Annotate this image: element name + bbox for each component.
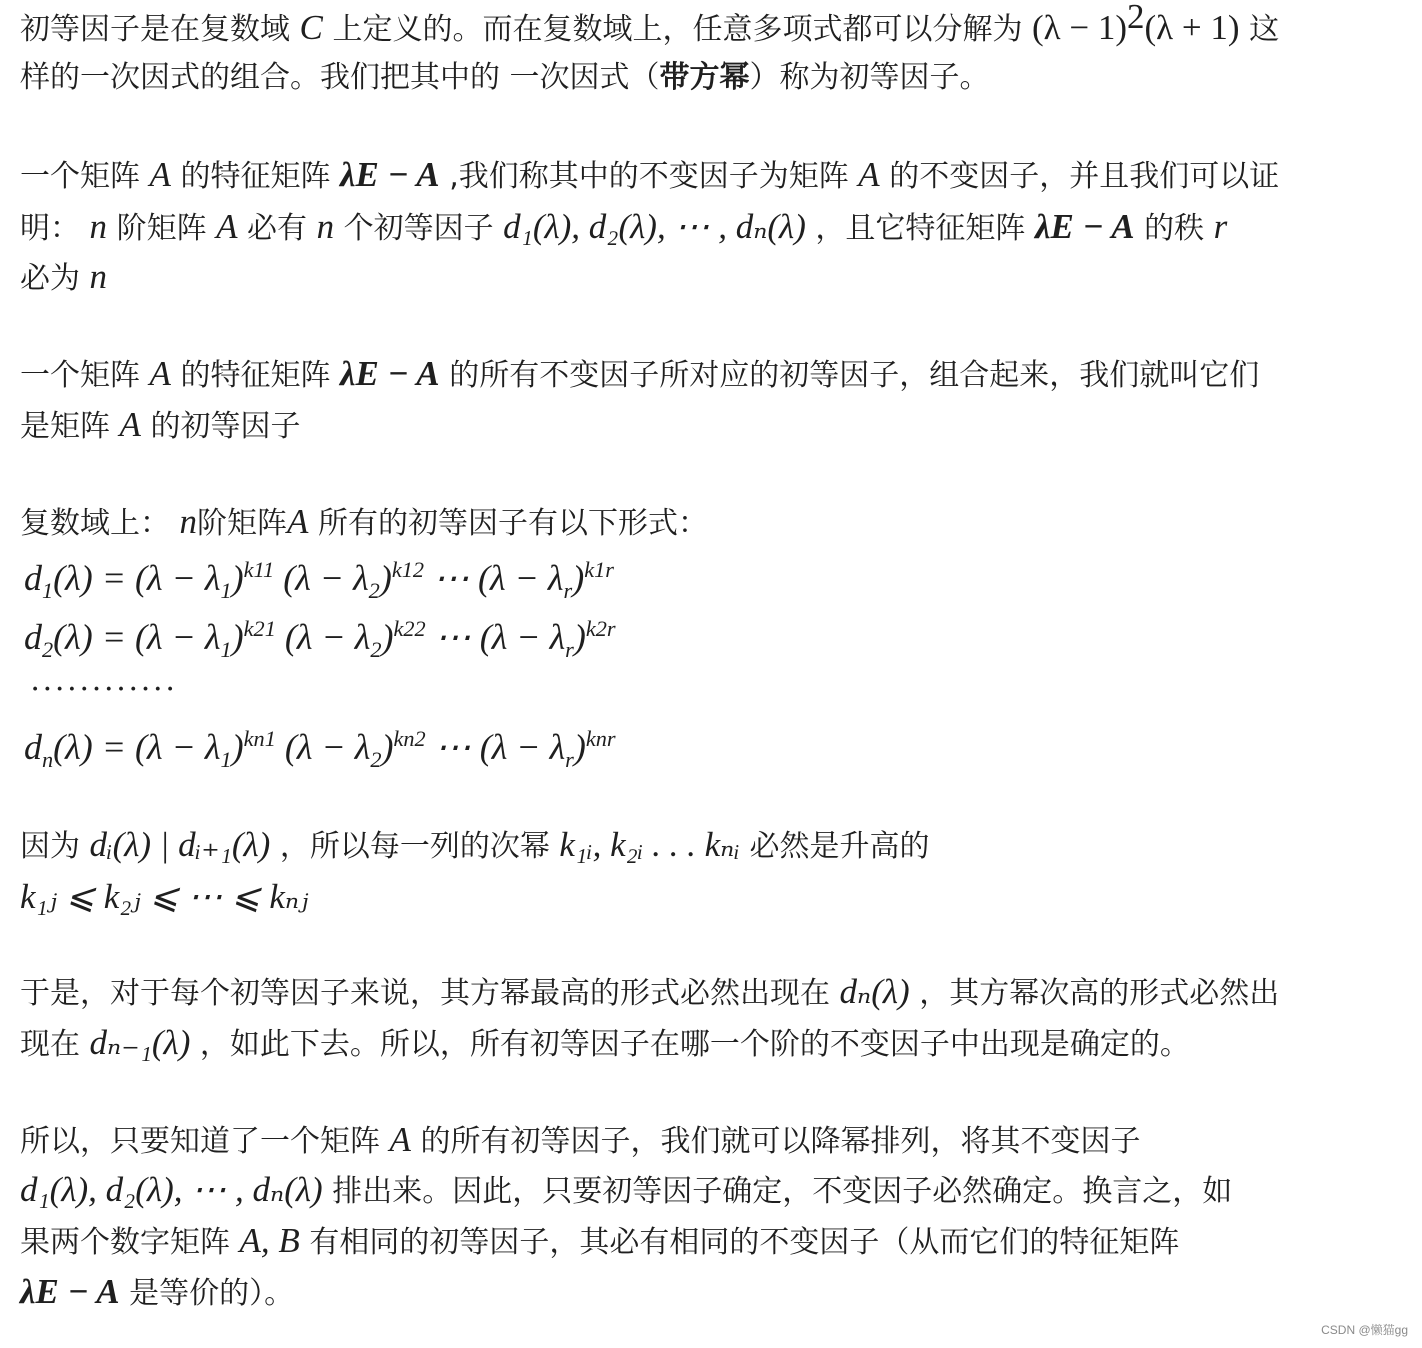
eq-text: d xyxy=(24,727,42,767)
p4-line-1 xyxy=(20,502,708,542)
equation-ellipsis: ⋅⋅⋅⋅⋅⋅⋅⋅⋅⋅⋅⋅ xyxy=(30,673,178,706)
p7-line-3 xyxy=(20,1221,1179,1261)
text: 上定义的。而在复数域上，任意多项式都可以分解为 xyxy=(322,12,1032,47)
p1-line-1 xyxy=(20,0,1280,48)
p3-line-2 xyxy=(20,405,300,445)
eq-sub: 1 xyxy=(220,747,232,773)
text: 所以，只要知道了一个矩阵 xyxy=(20,1124,390,1159)
text: ）称为初等因子。 xyxy=(749,60,990,95)
text: 必然是升高的 xyxy=(739,829,930,864)
eq-sup: knr xyxy=(585,726,616,751)
text: 的秩 xyxy=(1134,211,1214,246)
text: 样的一次因式的组合。我们把其中的 一次因式（ xyxy=(20,60,660,95)
p3-line-1 xyxy=(20,354,1259,394)
text: 这 xyxy=(1239,12,1280,47)
eq-sub: 1 xyxy=(220,637,232,663)
text: 是等价的）。 xyxy=(119,1276,295,1311)
p1-line-2 xyxy=(20,58,990,98)
p7-line-1 xyxy=(20,1120,1140,1160)
eq-sub: r xyxy=(565,637,574,663)
eq-sub: n xyxy=(42,747,54,773)
text: 一个矩阵 xyxy=(20,358,150,393)
p2-line-3 xyxy=(20,257,107,297)
equation-d1: $d_1(\lambda) = (\lambda - \lambda_1)^{k11}$ $(\lambda - \lambda_2)^{k12}$ ⋯ $(\lambda - \lambda_r)^{k1r}$ xyxy=(24,557,614,604)
text: 的初等因子 xyxy=(140,409,301,444)
math-A: A xyxy=(389,1120,411,1159)
math-inequality: k₁ⱼ ⩽ k₂ⱼ ⩽ ⋯ ⩽ kₙⱼ xyxy=(20,877,309,916)
eq-sub: 1 xyxy=(220,578,232,604)
eq-text: ⋯ (λ − λ xyxy=(434,617,566,657)
math-factor-list: d₁(λ), d₂(λ), ⋯ , dₙ(λ) xyxy=(20,1170,323,1209)
eq-sub: r xyxy=(563,578,573,604)
eq-text: d xyxy=(24,558,42,598)
equation-d2: $d_2(\lambda) = (\lambda - \lambda_1)^{k21}$ $(\lambda - \lambda_2)^{k22}$ ⋯ $(\lambda - \lambda_r)^{k2r}$ xyxy=(24,616,616,663)
watermark: CSDN @懒猫gg xyxy=(1321,1323,1408,1337)
text: ，如此下去。所以，所有初等因子在哪一个阶的不变因子中出现是确定的。 xyxy=(190,1027,1190,1062)
text: 于是，对于每个初等因子来说，其方幂最高的形式必然出现在 xyxy=(20,976,840,1011)
text: 的所有不变因子所对应的初等因子，组合起来，我们就叫它们 xyxy=(439,358,1260,393)
text: 初等因子是在复数域 xyxy=(20,12,300,47)
math-dn-1: dₙ₋₁(λ) xyxy=(89,1023,191,1062)
math-A: A xyxy=(149,354,171,393)
math-A: A xyxy=(216,207,238,246)
text: 的所有初等因子，我们就可以降幂排列，将其不变因子 xyxy=(410,1124,1141,1159)
math-exponent: 2 xyxy=(1127,0,1145,36)
text: 阶矩阵 xyxy=(107,211,217,246)
eq-sub: 2 xyxy=(370,747,382,773)
text: ，且它特征矩阵 xyxy=(805,211,1035,246)
eq-sub: 2 xyxy=(368,578,380,604)
eq-text: (λ − λ xyxy=(284,727,371,767)
text: 是矩阵 xyxy=(20,409,120,444)
eq-sup: k1r xyxy=(584,557,614,582)
p7-line-2 xyxy=(20,1170,1232,1210)
math-char-matrix: λE − A xyxy=(1034,207,1135,246)
eq-text: (λ) = (λ − λ xyxy=(53,727,221,767)
eq-sup: k12 xyxy=(391,557,425,582)
math-n: n xyxy=(89,257,108,296)
eq-sup: k22 xyxy=(393,616,426,641)
math-A: A xyxy=(287,502,309,541)
p2-line-1 xyxy=(20,155,1279,195)
text: ，所以每一列的次幂 xyxy=(270,829,560,864)
text: 因为 xyxy=(20,829,90,864)
math-exponents: k₁ᵢ, k₂ᵢ . . . kₙᵢ xyxy=(559,825,740,864)
math-char-matrix: λE − A xyxy=(340,155,440,194)
text: 的不变因子，并且我们可以证 xyxy=(879,159,1280,194)
text: 的特征矩阵 xyxy=(170,358,341,393)
eq-text: (λ) = (λ − λ xyxy=(53,558,221,598)
text: 一个矩阵 xyxy=(20,159,150,194)
eq-sup: k11 xyxy=(243,557,275,582)
p6-line-2 xyxy=(20,1023,1190,1063)
eq-sub: r xyxy=(565,747,574,773)
text: ,我们称其中的不变因子为矩阵 xyxy=(439,159,859,194)
math-n: n xyxy=(316,207,335,246)
text: 的特征矩阵 xyxy=(170,159,341,194)
math-char-matrix: λE − A xyxy=(20,1272,120,1311)
eq-sup: kn1 xyxy=(243,726,276,751)
equation-dn: $d_n(\lambda) = (\lambda - \lambda_1)^{kn1}$ $(\lambda - \lambda_2)^{kn2}$ ⋯ $(\lambda - \lambda_r)^{knr}$ xyxy=(24,726,616,773)
text: 明： xyxy=(20,211,90,246)
eq-sup: kn2 xyxy=(393,726,426,751)
math-factor-2: (λ + 1) xyxy=(1144,8,1240,47)
eq-text: (λ) = (λ − λ xyxy=(53,617,221,657)
text: 阶矩阵 xyxy=(197,506,288,541)
eq-sup: k2r xyxy=(585,616,616,641)
math-A: A xyxy=(149,155,171,194)
eq-sup: k21 xyxy=(243,616,276,641)
math-n: n xyxy=(179,502,198,541)
bold-term: 带方幂 xyxy=(659,60,750,95)
math-A: A xyxy=(119,405,141,444)
eq-sub: 2 xyxy=(42,637,54,663)
text: 个初等因子 xyxy=(334,211,504,246)
eq-sub: 2 xyxy=(370,637,382,663)
text: 果两个数字矩阵 xyxy=(20,1225,240,1260)
math-C: C xyxy=(299,8,323,47)
text: 有相同的初等因子，其必有相同的不变因子（从而它们的特征矩阵 xyxy=(299,1225,1180,1260)
p7-line-4 xyxy=(20,1272,294,1312)
math-char-matrix: λE − A xyxy=(340,354,440,393)
math-dn: dₙ(λ) xyxy=(839,972,910,1011)
p5-line-2 xyxy=(20,877,308,917)
text: 必有 xyxy=(237,211,317,246)
math-factor-list: d₁(λ), d₂(λ), ⋯ , dₙ(λ) xyxy=(503,207,806,246)
text: 必为 xyxy=(20,261,90,296)
text: 现在 xyxy=(20,1027,90,1062)
p5-line-1 xyxy=(20,825,929,865)
eq-text: (λ − λ xyxy=(283,558,369,598)
math-divides: dᵢ(λ) | dᵢ₊₁(λ) xyxy=(89,825,271,864)
eq-text: d xyxy=(24,617,42,657)
eq-text: (λ − λ xyxy=(284,617,371,657)
math-A-B: A, B xyxy=(239,1221,300,1260)
math-n: n xyxy=(89,207,108,246)
math-factor-1: (λ − 1) xyxy=(1031,8,1128,47)
p2-line-2 xyxy=(20,207,1227,247)
p6-line-1 xyxy=(20,972,1279,1012)
eq-sub: 1 xyxy=(42,578,54,604)
math-r: r xyxy=(1213,207,1228,246)
eq-text: ⋯ (λ − λ xyxy=(433,558,564,598)
text: 排出来。因此，只要初等因子确定，不变因子必然确定。换言之，如 xyxy=(322,1174,1233,1209)
math-A: A xyxy=(858,155,880,194)
text: 所有的初等因子有以下形式： xyxy=(308,506,708,541)
text: 复数域上： xyxy=(20,506,180,541)
eq-text: ⋯ (λ − λ xyxy=(434,727,566,767)
text: ，其方幂次高的形式必然出 xyxy=(909,976,1280,1011)
